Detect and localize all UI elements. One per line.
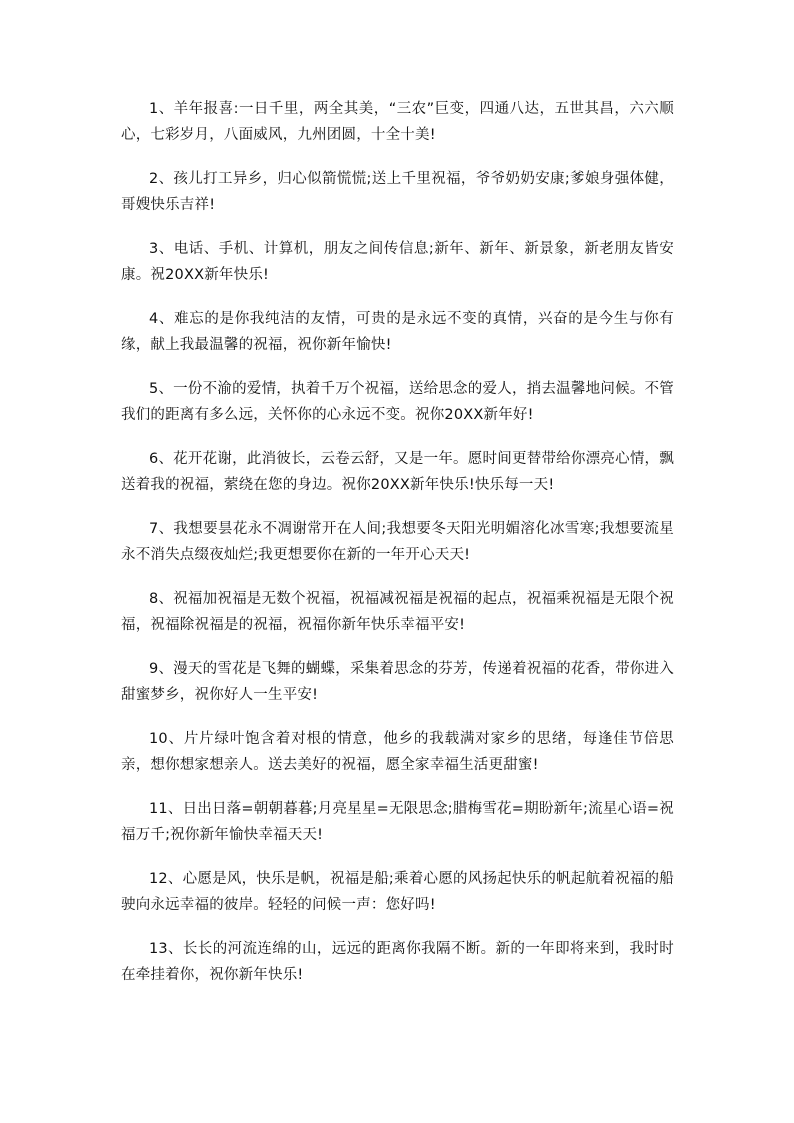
paragraph-2: 2、孩儿打工异乡，归心似箭慌慌;送上千里祝福，爷爷奶奶安康;爹娘身强体健，哥嫂快乐吉祥! bbox=[121, 171, 674, 213]
paragraph-11: 11、日出日落=朝朝暮暮;月亮星星=无限思念;腊梅雪花=期盼新年;流星心语=祝福万千;祝你新年愉快幸福天天! bbox=[121, 801, 674, 843]
paragraph-4: 4、难忘的是你我纯洁的友情，可贵的是永远不变的真情，兴奋的是今生与你有缘，献上我最温馨的祝福，祝你新年愉快! bbox=[121, 311, 674, 353]
paragraph-8: 8、祝福加祝福是无数个祝福，祝福减祝福是祝福的起点，祝福乘祝福是无限个祝福，祝福除祝福是的祝福，祝福你新年快乐幸福平安! bbox=[121, 591, 674, 633]
paragraph-13: 13、长长的河流连绵的山，远远的距离你我隔不断。新的一年即将来到，我时时在牵挂着你，祝你新年快乐! bbox=[121, 941, 674, 983]
paragraph-1: 1、羊年报喜:一日千里，两全其美，“三农”巨变，四通八达，五世其昌，六六顺心，七彩岁月，八面威风，九州团圆，十全十美! bbox=[121, 101, 674, 143]
paragraph-5: 5、一份不渝的爱情，执着千万个祝福，送给思念的爱人，捎去温馨地问候。不管我们的距离有多么远，关怀你的心永远不变。祝你20XX新年好! bbox=[121, 381, 674, 423]
paragraph-6: 6、花开花谢，此消彼长，云卷云舒，又是一年。愿时间更替带给你漂亮心情，飘送着我的祝福，萦绕在您的身边。祝你20XX新年快乐!快乐每一天! bbox=[121, 451, 674, 493]
document-page bbox=[121, 96, 674, 1006]
paragraph-9: 9、漫天的雪花是飞舞的蝴蝶，采集着思念的芬芳，传递着祝福的花香，带你进入甜蜜梦乡，祝你好人一生平安! bbox=[121, 661, 674, 703]
paragraph-7: 7、我想要昙花永不凋谢常开在人间;我想要冬天阳光明媚溶化冰雪寒;我想要流星永不消失点缀夜灿烂;我更想要你在新的一年开心天天! bbox=[121, 521, 674, 563]
paragraph-3: 3、电话、手机、计算机，朋友之间传信息;新年、新年、新景象，新老朋友皆安康。祝20XX新年快乐! bbox=[121, 241, 674, 283]
paragraph-10: 10、片片绿叶饱含着对根的情意，他乡的我载满对家乡的思绪，每逢佳节倍思亲，想你想家想亲人。送去美好的祝福，愿全家幸福生活更甜蜜! bbox=[121, 731, 674, 773]
paragraph-12: 12、心愿是风，快乐是帆，祝福是船;乘着心愿的风扬起快乐的帆起航着祝福的船驶向永远幸福的彼岸。轻轻的问候一声：您好吗! bbox=[121, 871, 674, 913]
